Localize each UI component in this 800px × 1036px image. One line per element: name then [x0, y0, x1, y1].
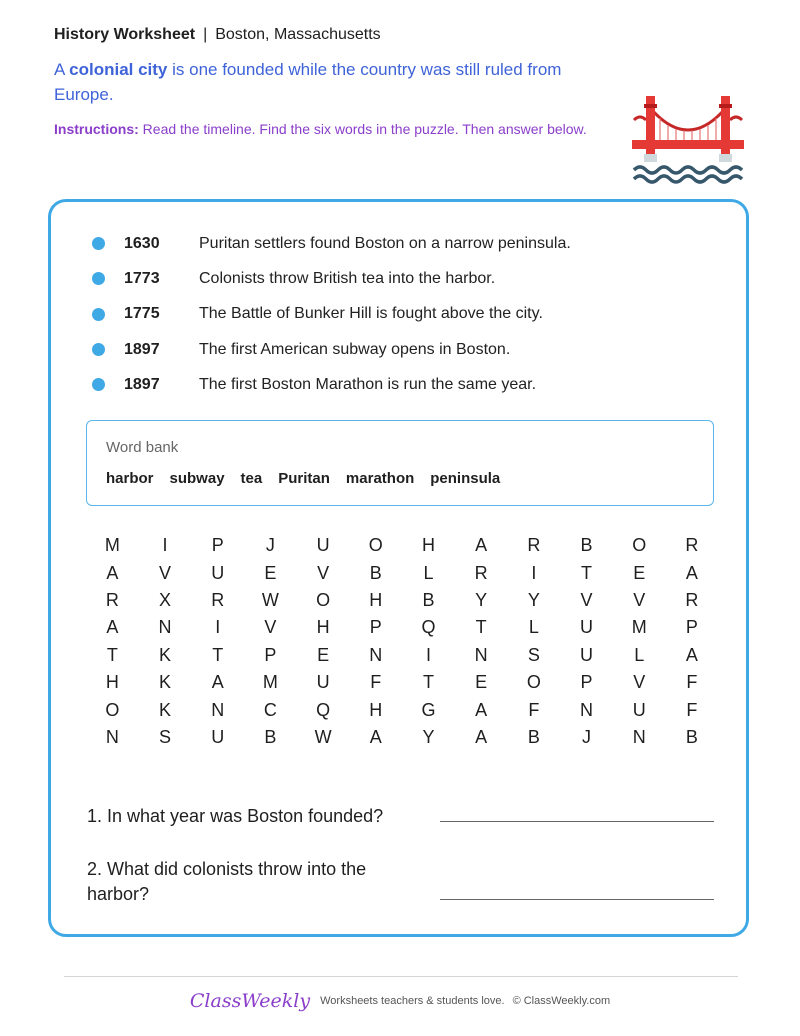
puzzle-letter[interactable]: U [316, 535, 330, 556]
puzzle-letter[interactable]: H [369, 589, 383, 610]
intro-lead: A [54, 60, 65, 79]
puzzle-letter[interactable]: I [162, 535, 168, 556]
puzzle-letter[interactable]: P [264, 644, 277, 665]
puzzle-letter[interactable]: T [475, 617, 487, 638]
footer-copyright[interactable]: © ClassWeekly.com [512, 995, 611, 1007]
timeline-year: 1897 [124, 340, 160, 358]
timeline-item [90, 332, 710, 367]
puzzle-letter[interactable]: B [685, 726, 698, 747]
puzzle-letter[interactable]: P [685, 617, 698, 638]
puzzle-letter[interactable]: G [421, 699, 436, 720]
puzzle-letter[interactable]: U [632, 699, 646, 720]
timeline-item [90, 226, 710, 261]
puzzle-letter[interactable]: K [159, 644, 172, 665]
puzzle-letter[interactable]: U [316, 672, 330, 693]
question-1: 1. In what year was Boston founded? [87, 806, 384, 826]
puzzle-letter[interactable]: P [580, 672, 593, 693]
puzzle-letter[interactable]: O [368, 535, 383, 556]
puzzle-letter[interactable]: T [422, 672, 434, 693]
puzzle-letter[interactable]: N [632, 726, 646, 747]
puzzle-letter[interactable]: Y [527, 589, 540, 610]
puzzle-letter[interactable]: B [264, 726, 277, 747]
timeline [90, 226, 710, 402]
puzzle-letter[interactable]: K [159, 699, 172, 720]
bridge-icon [630, 92, 746, 184]
bullet-dot-icon [92, 343, 105, 356]
answer-line-1[interactable] [440, 821, 714, 822]
puzzle-letter[interactable]: H [316, 617, 330, 638]
word-bank-word: peninsula [430, 470, 501, 487]
puzzle-letter[interactable]: U [211, 562, 225, 583]
puzzle-letter[interactable]: A [475, 535, 488, 556]
timeline-event: The first American subway opens in Boston. [199, 340, 511, 358]
puzzle-letter[interactable]: I [425, 644, 431, 665]
puzzle-letter[interactable]: S [159, 726, 172, 747]
puzzle-letter[interactable]: N [580, 699, 594, 720]
puzzle-letter[interactable]: C [263, 699, 277, 720]
puzzle-letter[interactable]: P [211, 535, 224, 556]
puzzle-letter[interactable]: N [211, 699, 225, 720]
timeline-event: Colonists throw British tea into the harbor. [199, 269, 496, 287]
puzzle-row [86, 614, 718, 641]
instructions [54, 118, 594, 140]
puzzle-row [86, 669, 718, 696]
puzzle-letter[interactable]: F [686, 672, 698, 693]
puzzle-letter[interactable]: A [211, 672, 224, 693]
puzzle-letter[interactable]: O [632, 535, 647, 556]
bullet-dot-icon [92, 272, 105, 285]
puzzle-letter[interactable]: A [475, 699, 488, 720]
footer-divider [64, 976, 738, 977]
puzzle-letter[interactable]: U [580, 644, 594, 665]
puzzle-row [86, 696, 718, 723]
puzzle-letter[interactable]: U [211, 726, 225, 747]
puzzle-letter[interactable]: I [531, 562, 537, 583]
puzzle-letter[interactable]: Q [316, 699, 331, 720]
header-separator: | [203, 26, 208, 43]
worksheet-header [54, 26, 381, 44]
puzzle-letter[interactable]: A [475, 726, 488, 747]
puzzle-letter[interactable]: T [106, 644, 118, 665]
puzzle-letter[interactable]: O [316, 589, 331, 610]
puzzle-letter[interactable]: N [474, 644, 488, 665]
instructions-text: Read the timeline. Find the six words in the puzzle. Then answer below. [142, 121, 587, 137]
puzzle-letter[interactable]: F [370, 672, 382, 693]
word-bank-word: subway [169, 470, 225, 487]
brand-logo[interactable]: ClassWeekly [189, 990, 311, 1012]
puzzle-letter[interactable]: V [633, 672, 646, 693]
puzzle-letter[interactable]: L [634, 644, 645, 665]
puzzle-letter[interactable]: R [105, 589, 119, 610]
question-2: 2. What did colonists throw into the harbor? [87, 859, 367, 904]
puzzle-letter[interactable]: O [105, 699, 120, 720]
puzzle-letter[interactable]: B [580, 535, 593, 556]
puzzle-letter[interactable]: A [106, 617, 119, 638]
instructions-label: Instructions: [54, 121, 139, 137]
puzzle-letter[interactable]: H [369, 699, 383, 720]
worksheet-subject: History Worksheet [54, 26, 196, 43]
puzzle-letter[interactable]: Y [422, 726, 435, 747]
puzzle-letter[interactable]: V [159, 562, 172, 583]
puzzle-letter[interactable]: X [159, 589, 172, 610]
puzzle-letter[interactable]: A [369, 726, 382, 747]
puzzle-letter[interactable]: M [631, 617, 647, 638]
puzzle-letter[interactable]: P [369, 617, 382, 638]
puzzle-letter[interactable]: L [528, 617, 539, 638]
puzzle-letter[interactable]: E [264, 562, 277, 583]
word-bank-words [106, 470, 516, 487]
timeline-year: 1897 [124, 375, 160, 393]
puzzle-letter[interactable]: V [317, 562, 330, 583]
puzzle-letter[interactable]: F [528, 699, 540, 720]
word-bank-word: harbor [106, 470, 154, 487]
answer-line-2[interactable] [440, 899, 714, 900]
puzzle-letter[interactable]: V [580, 589, 593, 610]
timeline-year: 1773 [124, 269, 160, 287]
puzzle-row [86, 532, 718, 559]
timeline-event: Puritan settlers found Boston on a narrow peninsula. [199, 234, 571, 252]
footer [0, 990, 800, 1012]
puzzle-letter[interactable]: Y [475, 589, 488, 610]
puzzle-letter[interactable]: R [685, 589, 699, 610]
bullet-dot-icon [92, 237, 105, 250]
puzzle-letter[interactable]: M [104, 535, 120, 556]
puzzle-letter[interactable]: F [686, 699, 698, 720]
puzzle-letter[interactable]: S [527, 644, 540, 665]
puzzle-letter[interactable]: Q [421, 617, 436, 638]
puzzle-row [86, 559, 718, 586]
timeline-event: The first Boston Marathon is run the same year. [199, 375, 537, 393]
word-bank [86, 420, 714, 506]
bullet-dot-icon [92, 308, 105, 321]
puzzle-letter[interactable]: A [685, 562, 698, 583]
puzzle-letter[interactable]: M [262, 672, 278, 693]
intro-term: colonial city [69, 60, 168, 79]
puzzle-row [86, 642, 718, 669]
puzzle-letter[interactable]: I [215, 617, 221, 638]
puzzle-letter[interactable]: E [317, 644, 330, 665]
puzzle-letter[interactable]: E [633, 562, 646, 583]
puzzle-letter[interactable]: V [633, 589, 646, 610]
puzzle-letter[interactable]: U [580, 617, 594, 638]
puzzle-letter[interactable]: R [211, 589, 225, 610]
puzzle-letter[interactable]: E [475, 672, 488, 693]
bullet-dot-icon [92, 378, 105, 391]
puzzle-row [86, 587, 718, 614]
puzzle-letter[interactable]: N [158, 617, 172, 638]
intro-rest: is one founded while the country was still ruled from Europe. [54, 60, 562, 104]
puzzle-letter[interactable]: R [685, 535, 699, 556]
puzzle-letter[interactable]: K [159, 672, 172, 693]
puzzle-letter[interactable]: W [314, 726, 332, 747]
puzzle-letter[interactable]: N [369, 644, 383, 665]
puzzle-letter[interactable]: B [369, 562, 382, 583]
puzzle-letter[interactable]: V [264, 617, 277, 638]
timeline-year: 1630 [124, 234, 160, 252]
puzzle-letter[interactable]: A [106, 562, 119, 583]
puzzle-letter[interactable]: J [265, 535, 275, 556]
puzzle-letter[interactable]: L [423, 562, 434, 583]
puzzle-letter[interactable]: N [105, 726, 119, 747]
puzzle-letter[interactable]: R [527, 535, 541, 556]
puzzle-letter[interactable]: T [581, 562, 593, 583]
puzzle-letter[interactable]: B [422, 589, 435, 610]
puzzle-letter[interactable]: A [685, 644, 698, 665]
word-bank-word: tea [240, 470, 263, 487]
puzzle-letter[interactable]: R [474, 562, 488, 583]
worksheet-location: Boston, Massachusetts [215, 26, 381, 43]
timeline-item [90, 367, 710, 402]
timeline-item [90, 297, 710, 332]
intro-definition [54, 57, 594, 107]
puzzle-letter[interactable]: O [526, 672, 541, 693]
word-bank-title: Word bank [106, 439, 179, 456]
timeline-year: 1775 [124, 305, 160, 323]
puzzle-letter[interactable]: B [527, 726, 540, 747]
word-bank-word: Puritan [278, 470, 330, 487]
puzzle-letter[interactable]: J [582, 726, 592, 747]
puzzle-letter[interactable]: W [261, 589, 279, 610]
footer-tagline: Worksheets teachers & students love. [320, 995, 505, 1007]
word-bank-word: marathon [345, 470, 415, 487]
puzzle-row [86, 724, 718, 751]
puzzle-letter[interactable]: H [421, 535, 435, 556]
word-search-grid [86, 532, 718, 751]
timeline-item [90, 261, 710, 296]
puzzle-letter[interactable]: H [105, 672, 119, 693]
puzzle-letter[interactable]: T [212, 644, 224, 665]
timeline-event: The Battle of Bunker Hill is fought above the city. [199, 305, 543, 323]
